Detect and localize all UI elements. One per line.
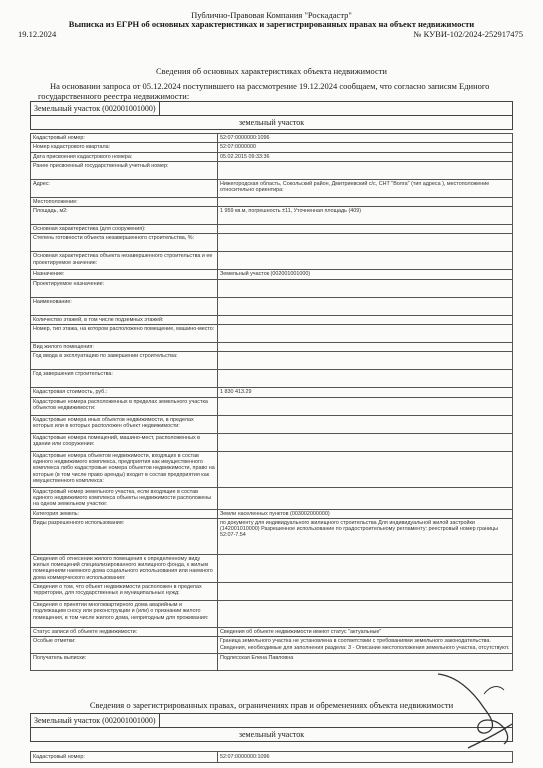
intro-paragraph: На основании запроса от 05.12.2024 поступившего на рассмотрение 19.12.2024 сообщаем, что согласно записям Единого государственного реестра недвижимости: — [38, 81, 490, 101]
row-value — [218, 279, 513, 297]
table-row — [31, 161, 513, 179]
row-value: 52:07:0000000:1096 — [218, 134, 513, 143]
row-value: 52:07:0000000:1096 — [218, 752, 513, 763]
row-label: Степень готовности объекта незавершенного строительства, %: — [31, 234, 218, 252]
issuer-name: Публично-Правовая Компания "Роскадастр" — [191, 10, 352, 20]
row-value — [218, 451, 513, 487]
table-row — [31, 637, 513, 654]
row-label: Год ввода в эксплуатацию по завершении строительства: — [31, 352, 218, 370]
row-value — [218, 352, 513, 370]
row-label: Назначение: — [31, 270, 218, 279]
row-value — [218, 325, 513, 343]
row-label: Сведения о том, что объект недвижимости расположен в пределах территории, для государственных и муниципальных нужд: — [31, 583, 218, 601]
row-value — [218, 415, 513, 433]
table-row — [31, 352, 513, 370]
document-number: № КУВИ-102/2024-252917475 — [413, 29, 523, 39]
row-label: Год завершения строительства: — [31, 370, 218, 388]
row-value — [218, 370, 513, 388]
table-row — [31, 143, 513, 152]
row-value — [218, 601, 513, 628]
row-label: Кадастровая стоимость, руб.: — [31, 388, 218, 397]
rights-object-name: Земельный участок (002001001000) — [34, 714, 160, 727]
row-value — [218, 433, 513, 451]
row-label: Категория земель: — [31, 509, 218, 518]
table-row — [31, 518, 513, 554]
row-label: Площадь, м2: — [31, 207, 218, 225]
table-row — [31, 415, 513, 433]
table-row — [31, 554, 513, 582]
row-value — [218, 397, 513, 415]
table-row — [31, 197, 513, 206]
row-value — [218, 252, 513, 270]
rights-object-type: земельный участок — [238, 730, 305, 739]
table-row — [31, 451, 513, 487]
table-row — [31, 315, 513, 324]
row-label: Кадастровые номера объектов недвижимости, входящих в состав единого недвижимого комплекса, предприятия как имущественного комплекса либо кадастровые номера объектов недвижимости, право на которые (в том числе право аренды) входит в состав предприятия как имущественного комплекса: — [31, 451, 218, 487]
table-row — [31, 270, 513, 279]
row-label: Получатель выписки: — [31, 654, 218, 671]
row-label: Кадастровый номер: — [31, 134, 218, 143]
table-row — [31, 252, 513, 270]
row-label: Кадастровые номера расположенных в пределах земельного участка объектов недвижимости: — [31, 397, 218, 415]
table-row — [31, 487, 513, 509]
row-value — [218, 343, 513, 352]
section-title: Сведения об основных характеристиках объекта недвижимости — [156, 66, 387, 76]
table-row — [31, 397, 513, 415]
row-value — [218, 554, 513, 582]
row-value: Подлесская Елена Павловна — [218, 654, 513, 671]
table-row — [31, 370, 513, 388]
row-value: 1 959 кв.м, погрешность ±11, Уточненная площадь (409) — [218, 207, 513, 225]
row-label: Кадастровый номер земельного участка, если входящие в состав единого недвижимого комплекса объекты недвижимости расположены на одном земельном участке: — [31, 487, 218, 509]
row-value — [218, 161, 513, 179]
document-date: 19.12.2024 — [18, 29, 57, 39]
table-row — [31, 583, 513, 601]
row-label: Местоположение: — [31, 197, 218, 206]
row-value — [218, 234, 513, 252]
table-row — [31, 297, 513, 315]
row-value: по документу для индивидуального жилищного строительства Для индивидуальной жилой застройки (142001010000) Разрешенное использование по градостроительному регламенту: реестровый номер границы 52:07-7.54 — [218, 518, 513, 554]
row-label: Номер, тип этажа, на котором расположено помещение, машино-место: — [31, 325, 218, 343]
row-label: Вид жилого помещения: — [31, 343, 218, 352]
row-value — [218, 225, 513, 234]
table-row — [31, 234, 513, 252]
row-value: Граница земельного участка не установлена в соответствии с требованиями земельного законодательства. Сведения, необходимые для заполнения раздела: 3 - Описание местоположения земельного участка, отсутствуют. — [218, 637, 513, 654]
row-label: Сведения об отнесении жилого помещения к определенному виду жилых помещений специализированного жилищного фонда, к жилым помещениям наемного дома социального использования или наемного дома коммерческого использования: — [31, 554, 218, 582]
table-row — [31, 152, 513, 161]
row-label: Номер кадастрового квартала: — [31, 143, 218, 152]
row-value: 1 830 413.29 — [218, 388, 513, 397]
handwritten-signature — [432, 664, 518, 756]
table-row — [31, 601, 513, 628]
row-value: Земли населенных пунктов (003002000000) — [218, 509, 513, 518]
row-label: Основная характеристика (для сооружения): — [31, 225, 218, 234]
row-label: Проектируемое назначение: — [31, 279, 218, 297]
row-value: Сведения об объекте недвижимости имеют статус "актуальные" — [218, 628, 513, 637]
row-label: Сведения о принятии многоквартирного дома аварийным и подлежащим сносу или реконструкции и (или) о признании жилого помещения, в том числе жилого дома, непригодным для проживания: — [31, 601, 218, 628]
table-row — [31, 388, 513, 397]
table-row — [31, 509, 513, 518]
row-value: Земельный участок (002001001000) — [218, 270, 513, 279]
row-label: Дата присвоения кадастрового номера: — [31, 152, 218, 161]
row-label: Статус записи об объекте недвижимости: — [31, 628, 218, 637]
table-row — [31, 433, 513, 451]
row-label: Ранее присвоенный государственный учетный номер: — [31, 161, 218, 179]
row-label: Кадастровые номера помещений, машино-мест, расположенных в здании или сооружении: — [31, 433, 218, 451]
object-type: земельный участок — [238, 118, 305, 127]
object-name: Земельный участок (002001001000) — [34, 102, 160, 115]
row-value — [218, 583, 513, 601]
row-value: 52:07:0000000 — [218, 143, 513, 152]
object-box — [30, 101, 513, 130]
row-label: Кадастровые номера иных объектов недвижимости, в пределах которых или в которых расположен объект недвижимости: — [31, 415, 218, 433]
table-row — [31, 628, 513, 637]
row-label: Количество этажей, в том числе подземных этажей: — [31, 315, 218, 324]
row-value — [218, 487, 513, 509]
table-row — [31, 343, 513, 352]
row-label: Виды разрешенного использования: — [31, 518, 218, 554]
row-label: Кадастровый номер: — [31, 752, 218, 763]
table-row — [31, 225, 513, 234]
row-label: Особые отметки: — [31, 637, 218, 654]
rights-section-title: Сведения о зарегистрированных правах, ограничениях прав и обременениях объекта недвижимости — [89, 700, 454, 710]
row-value — [218, 297, 513, 315]
table-row — [31, 179, 513, 197]
table-row — [31, 134, 513, 143]
table-row — [31, 279, 513, 297]
row-value: Нижегородская область, Сокольский район, Дмитриевский с/с, СНТ "Волга" (тип адреса ), местоположение относительно ориентира: — [218, 179, 513, 197]
row-value — [218, 315, 513, 324]
row-label: Основная характеристика объекта незавершенного строительства и ее проектируемое значение: — [31, 252, 218, 270]
row-label: Наименование: — [31, 297, 218, 315]
row-label: Адрес: — [31, 179, 218, 197]
table-row — [31, 207, 513, 225]
document-title: Выписка из ЕГРН об основных характеристиках и зарегистрированных правах на объект недвижимости — [68, 19, 475, 29]
row-value: 05.02.2015 09:33:36 — [218, 152, 513, 161]
row-value — [218, 197, 513, 206]
table-row — [31, 325, 513, 343]
characteristics-table — [30, 133, 513, 671]
